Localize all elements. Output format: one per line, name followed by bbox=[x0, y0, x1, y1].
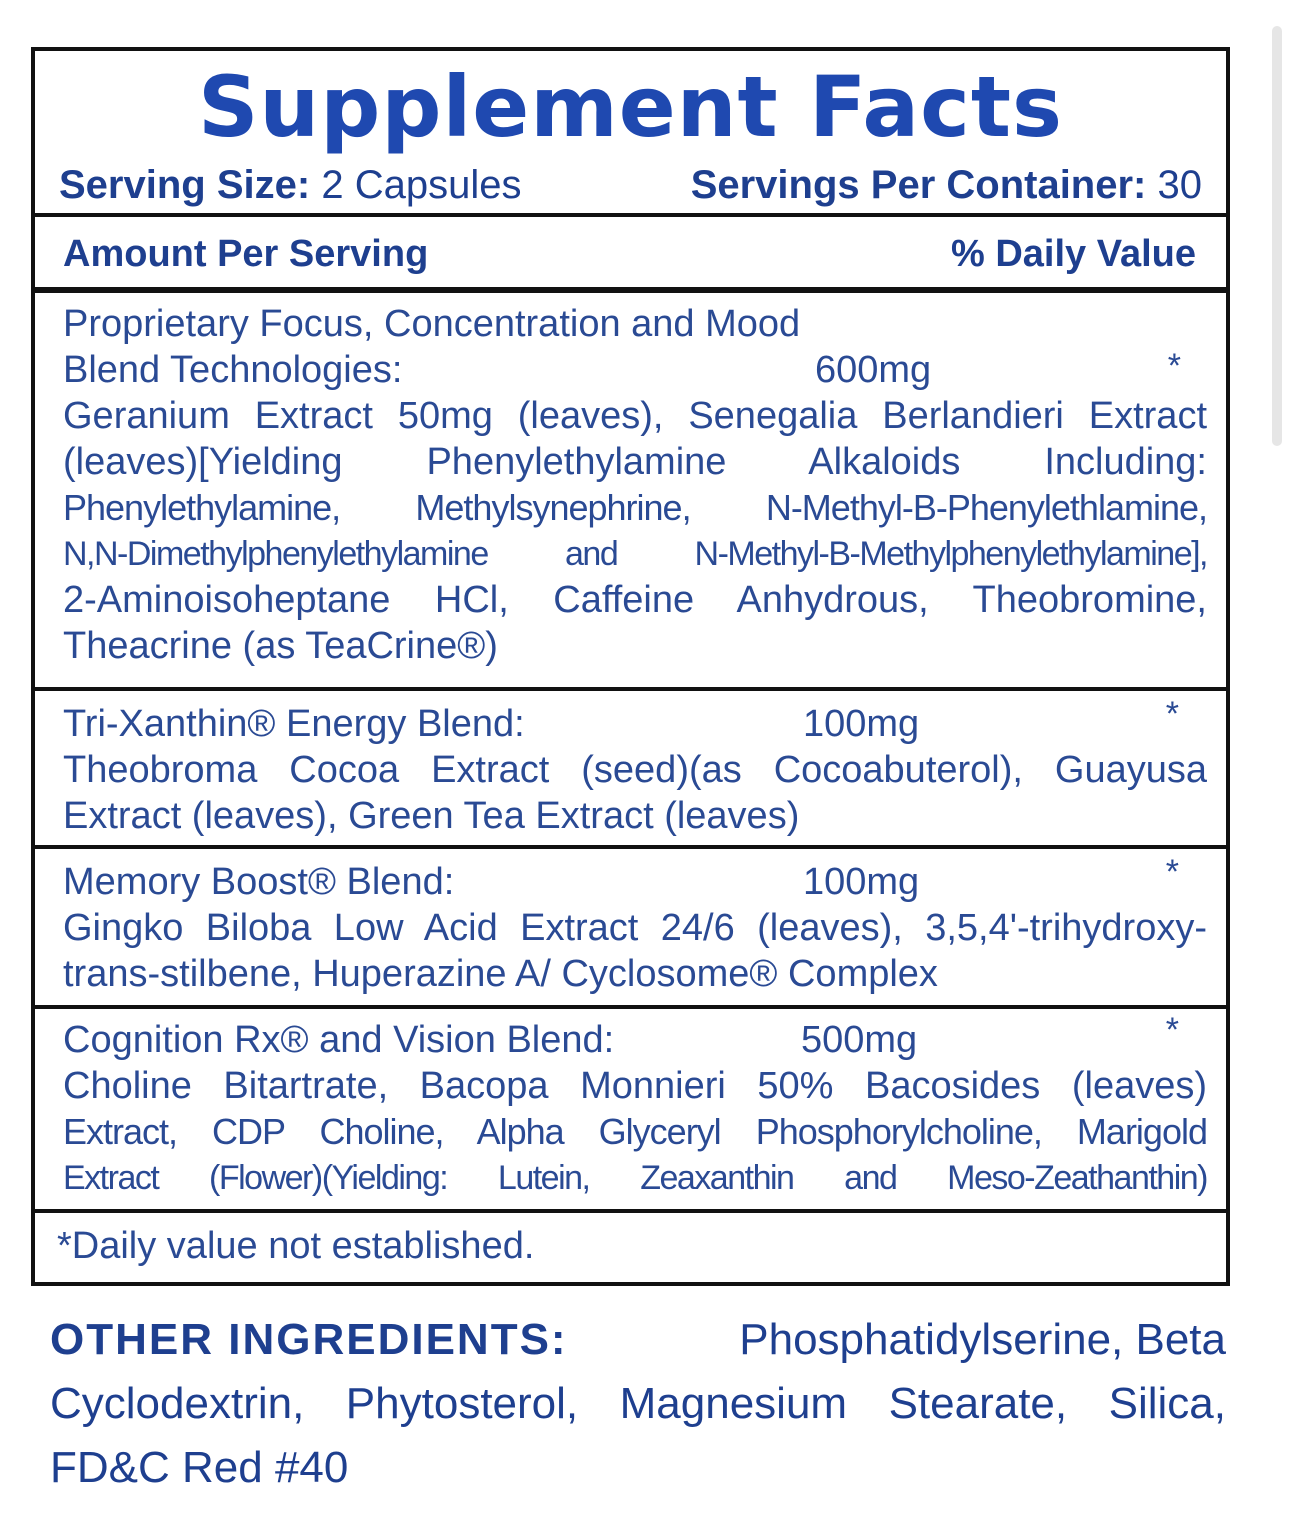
other-ingredients-text: Phosphatidylserine, Beta bbox=[739, 1315, 1226, 1364]
scrollbar[interactable] bbox=[1272, 26, 1282, 446]
divider bbox=[35, 845, 1226, 849]
ingredient-line: Choline Bitartrate, Bacopa Monnieri 50% Bacosides (leaves) bbox=[63, 1065, 1207, 1107]
daily-value-star: * bbox=[1165, 853, 1179, 891]
other-ingredients-line bbox=[50, 1308, 1226, 1372]
ingredient-line: Theobroma Cocoa Extract (seed)(as Cocoabuterol), Guayusa bbox=[63, 749, 1207, 791]
blend-tri-xanthin bbox=[63, 695, 1207, 839]
supplement-facts-panel bbox=[31, 47, 1230, 1286]
ingredient-line: Gingko Biloba Low Acid Extract 24/6 (leaves), 3,5,4'-trihydroxy- bbox=[63, 907, 1207, 949]
blend-memory-boost bbox=[63, 853, 1207, 997]
daily-value-star: * bbox=[1165, 695, 1179, 733]
ingredient-line: Theacrine (as TeaCrine®) bbox=[63, 625, 498, 667]
footnote: *Daily value not established. bbox=[57, 1225, 535, 1267]
divider bbox=[35, 687, 1226, 691]
blend-amount: 500mg bbox=[801, 1019, 918, 1061]
servings-per-container bbox=[691, 161, 1202, 209]
blend-name-row bbox=[63, 695, 1207, 747]
blend-name: Cognition Rx® and Vision Blend: bbox=[63, 1019, 615, 1061]
ingredient-line: 2-Aminoisoheptane HCl, Caffeine Anhydrous, Theobromine, bbox=[63, 579, 1207, 621]
amount-per-serving-header: Amount Per Serving bbox=[63, 233, 429, 275]
panel-title: Supplement Facts bbox=[197, 58, 1064, 156]
blend-focus-mood bbox=[63, 301, 1207, 669]
ingredient-line: trans-stilbene, Huperazine A/ Cyclosome® Complex bbox=[63, 953, 938, 995]
blend-cognition-vision bbox=[63, 1011, 1207, 1201]
other-ingredients bbox=[50, 1308, 1226, 1500]
divider bbox=[35, 1209, 1226, 1213]
other-ingredients-label: OTHER INGREDIENTS: bbox=[50, 1315, 568, 1364]
other-ingredients-line: FD&C Red #40 bbox=[50, 1443, 349, 1492]
divider bbox=[35, 287, 1226, 293]
daily-value-star: * bbox=[1167, 347, 1181, 385]
divider bbox=[35, 213, 1226, 217]
blend-name-line2 bbox=[63, 347, 1207, 393]
ingredient-line: Phenylethylamine, Methylsynephrine, N-Methyl-B-Phenylethlamine, bbox=[63, 487, 1207, 528]
other-ingredients-line: Cyclodextrin, Phytosterol, Magnesium Stearate, Silica, bbox=[50, 1379, 1226, 1428]
serving-size-value: 2 Capsules bbox=[321, 163, 522, 207]
ingredient-line: Extract, CDP Choline, Alpha Glyceryl Phosphorylcholine, Marigold bbox=[63, 1111, 1207, 1152]
blend-amount: 100mg bbox=[803, 703, 920, 745]
blend-name-row bbox=[63, 853, 1207, 905]
blend-name-cont: Blend Technologies: bbox=[63, 349, 403, 391]
servings-per-container-label: Servings Per Container: bbox=[690, 163, 1147, 207]
daily-value-header: % Daily Value bbox=[950, 233, 1196, 275]
serving-size-label: Serving Size: bbox=[59, 163, 311, 207]
blend-name: Memory Boost® Blend: bbox=[63, 861, 455, 903]
blend-amount: 100mg bbox=[803, 861, 920, 903]
serving-size bbox=[59, 161, 521, 209]
ingredient-line: Extract (leaves), Green Tea Extract (leaves) bbox=[63, 795, 800, 837]
blend-name: Proprietary Focus, Concentration and Mood bbox=[63, 303, 801, 345]
ingredient-line: N,N-Dimethylphenylethylamine and N-Methyl-B-Methylphenylethylamine], bbox=[63, 535, 1207, 573]
divider bbox=[35, 1005, 1226, 1009]
column-header-row bbox=[35, 223, 1226, 289]
ingredient-line: Extract (Flower)(Yielding: Lutein, Zeaxanthin and Meso-Zeathanthin) bbox=[63, 1159, 1207, 1197]
blend-name: Tri-Xanthin® Energy Blend: bbox=[63, 703, 525, 745]
blend-amount: 600mg bbox=[815, 349, 932, 391]
blend-name-row bbox=[63, 1011, 1207, 1063]
ingredient-line: (leaves)[Yielding Phenylethylamine Alkaloids Including: bbox=[63, 441, 1207, 483]
daily-value-star: * bbox=[1165, 1011, 1179, 1049]
ingredient-line: Geranium Extract 50mg (leaves), Senegalia Berlandieri Extract bbox=[63, 395, 1207, 437]
servings-per-container-value: 30 bbox=[1157, 163, 1202, 207]
